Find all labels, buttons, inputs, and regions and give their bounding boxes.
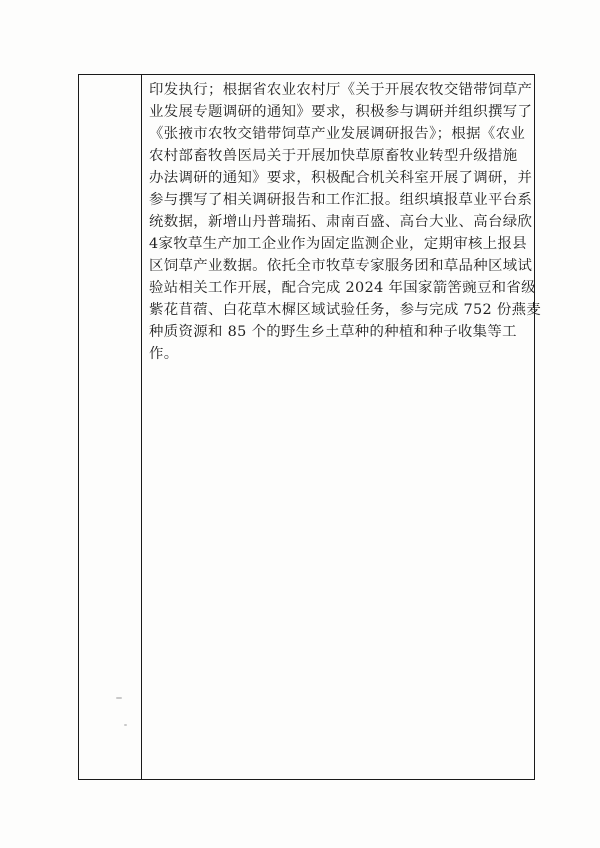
paragraph-line: 农村部畜牧兽医局关于开展加快草原畜牧业转型升级措施: [149, 148, 518, 164]
paragraph-line: 参与撰写了相关调研报告和工作汇报。组织填报草业平台系: [149, 192, 533, 208]
paragraph-line: 紫花苜蓿、白花草木樨区域试验任务，参与完成 752 份燕麦: [149, 302, 542, 318]
paragraph-line: 印发执行；根据省农业农村厅《关于开展农牧交错带饲草产: [149, 82, 533, 98]
form-table: [78, 74, 542, 780]
table-label-column: [79, 75, 142, 779]
paragraph-line: 《张掖市农牧交错带饲草产业发展调研报告》；根据《农业: [149, 126, 526, 142]
paragraph-line: 业发展专题调研的通知》要求，积极参与调研并组织撰写了: [149, 104, 533, 120]
paragraph-line: 区饲草产业数据。依托全市牧草专家服务团和草品种区域试: [149, 258, 533, 274]
paragraph-line: 验站相关工作开展，配合完成 2024 年国家箭筈豌豆和省级: [149, 280, 536, 296]
paragraph-line: 作。: [149, 346, 179, 362]
paragraph-line: 种质资源和 85 个的野生乡土草种的种植和种子收集等工: [149, 324, 517, 340]
paragraph-line: 统数据，新增山丹普瑞拓、肃南百盛、高台大业、高台绿欣: [149, 214, 533, 230]
paragraph-line: 4家牧草生产加工企业作为固定监测企业，定期审核上报县: [149, 236, 528, 252]
table-content-cell: [142, 75, 542, 779]
work-summary-paragraph: [149, 79, 542, 365]
paragraph-line: 办法调研的通知》要求，积极配合机关科室开展了调研，并: [149, 170, 533, 186]
